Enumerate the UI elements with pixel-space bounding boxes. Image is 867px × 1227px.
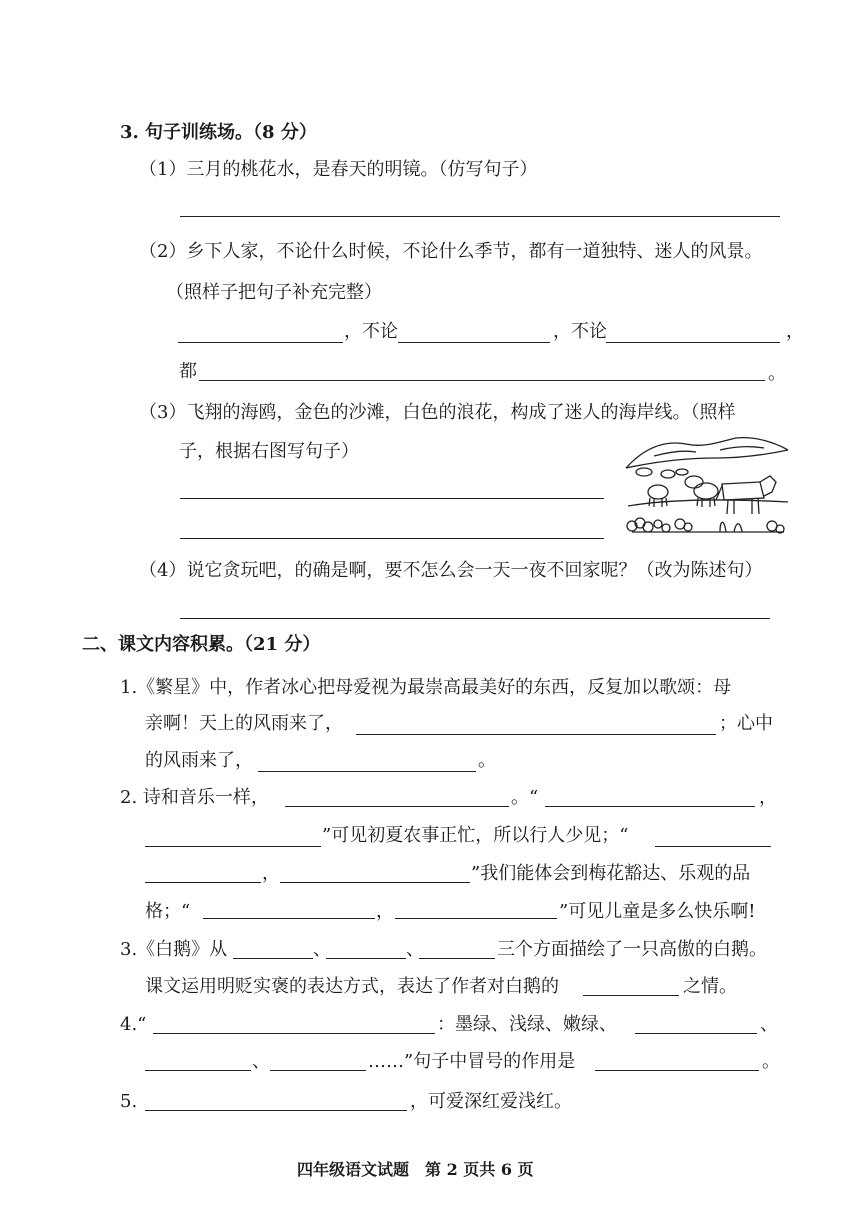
q4-prompt: （4）说它贪玩吧，的确是啊，要不怎么会一天一夜不回家呢？（改为陈述句） — [139, 560, 763, 581]
item3-line1-start: 3.《白鹅》从 — [120, 939, 228, 960]
item1-line3-end: 。 — [478, 750, 496, 771]
item2-line3-end: ”我们能体会到梅花豁达、乐观的品 — [471, 863, 751, 884]
q2-blank-4[interactable] — [199, 380, 765, 381]
item4-blank-5[interactable] — [595, 1070, 759, 1071]
q2-end: ， — [786, 321, 804, 342]
item1-line2-end: ；心中 — [719, 713, 773, 734]
part2-heading: 二、课文内容积累。（21 分） — [82, 634, 321, 655]
item2-line4-start: 格；“ — [145, 901, 191, 922]
item1-line3-start: 的风雨来了， — [145, 750, 253, 771]
item4-line1-mid: ：墨绿、浅绿、嫩绿、 — [437, 1014, 617, 1035]
item3-blank-3[interactable] — [419, 958, 495, 959]
item2-blank-5[interactable] — [145, 882, 261, 883]
q4-answer-line[interactable] — [180, 618, 770, 619]
item4-blank-3[interactable] — [145, 1070, 251, 1071]
item4-line2-end: 。 — [762, 1051, 780, 1072]
item3-sep-1: 、 — [313, 939, 331, 960]
item3-sep-2: 、 — [406, 939, 424, 960]
q2-line2-end: 。 — [768, 363, 786, 384]
item3-line1-end: 三个方面描绘了一只高傲的白鹅。 — [497, 939, 767, 960]
item3-blank-4[interactable] — [583, 995, 679, 996]
item3-line2-start: 课文运用明贬实褒的表达方式，表达了作者对白鹅的 — [145, 976, 559, 997]
item2-blank-2[interactable] — [545, 806, 755, 807]
item2-blank-8[interactable] — [395, 918, 557, 919]
item3-line2-end: 之情。 — [683, 976, 737, 997]
section3-heading: 3. 句子训练场。（8 分） — [120, 122, 317, 143]
page-footer: 四年级语文试题 第 2 页共 6 页 — [297, 1160, 534, 1179]
item2-blank-6[interactable] — [280, 882, 470, 883]
item4-blank-2[interactable] — [635, 1033, 757, 1034]
landscape-with-cows-and-sheep-image — [624, 428, 790, 544]
q1-prompt: （1）三月的桃花水，是春天的明镜。（仿写句子） — [139, 159, 538, 180]
q2-prompt: （2）乡下人家，不论什么时候，不论什么季节，都有一道独特、迷人的风景。 — [139, 241, 763, 262]
q3-prompt-2: 子，根据右图写句子） — [179, 441, 359, 462]
q1-answer-line[interactable] — [180, 216, 780, 217]
item1-line1: 1.《繁星》中，作者冰心把母爱视为最崇高最美好的东西，反复加以歌颂：母 — [120, 677, 732, 698]
q3-prompt-1: （3）飞翔的海鸥，金色的沙滩，白色的浪花，构成了迷人的海岸线。（照样 — [139, 402, 736, 423]
q2-blank-1[interactable] — [178, 342, 343, 343]
item5-blank[interactable] — [145, 1110, 407, 1111]
q2-blank-2[interactable] — [398, 342, 550, 343]
item2-blank-1[interactable] — [285, 806, 509, 807]
item4-line1-end: 、 — [760, 1014, 778, 1035]
item2-blank-7[interactable] — [203, 918, 375, 919]
q2-note: （照样子把句子补充完整） — [166, 282, 382, 303]
q2-sep-1: ，不论 — [344, 321, 398, 342]
item1-blank-1[interactable] — [356, 734, 716, 735]
item5-start: 5. — [120, 1091, 138, 1112]
item2-blank-3[interactable] — [145, 846, 321, 847]
item3-blank-2[interactable] — [326, 958, 406, 959]
item2-blank-4[interactable] — [655, 846, 771, 847]
item2-line4-mid: ， — [376, 901, 394, 922]
q2-line2-start: 都 — [179, 361, 197, 382]
item2-line3-mid: ， — [262, 863, 280, 884]
item3-blank-1[interactable] — [233, 958, 313, 959]
item4-line2-mid: ……”句子中冒号的作用是 — [368, 1051, 576, 1072]
item5-end: ，可爱深红爱浅红。 — [410, 1091, 572, 1112]
item2-line2-mid: ”可见初夏农事正忙，所以行人少见；“ — [322, 825, 629, 846]
item2-line1-mid: 。“ — [511, 787, 539, 808]
item4-blank-4[interactable] — [270, 1070, 366, 1071]
item4-blank-1[interactable] — [153, 1033, 435, 1034]
q2-sep-2: ，不论 — [553, 321, 607, 342]
item2-line1-end: ， — [759, 787, 777, 808]
q3-answer-line-2[interactable] — [180, 538, 604, 539]
item1-line2-start: 亲啊！天上的风雨来了， — [145, 713, 343, 734]
item1-blank-2[interactable] — [258, 771, 476, 772]
q2-blank-3[interactable] — [606, 342, 780, 343]
item4-line2-sep: 、 — [252, 1051, 270, 1072]
item2-line4-end: ”可见儿童是多么快乐啊! — [559, 901, 756, 922]
item4-line1-start: 4.“ — [120, 1014, 147, 1035]
q3-answer-line-1[interactable] — [180, 498, 604, 499]
item2-line1-start: 2. 诗和音乐一样， — [120, 787, 269, 808]
